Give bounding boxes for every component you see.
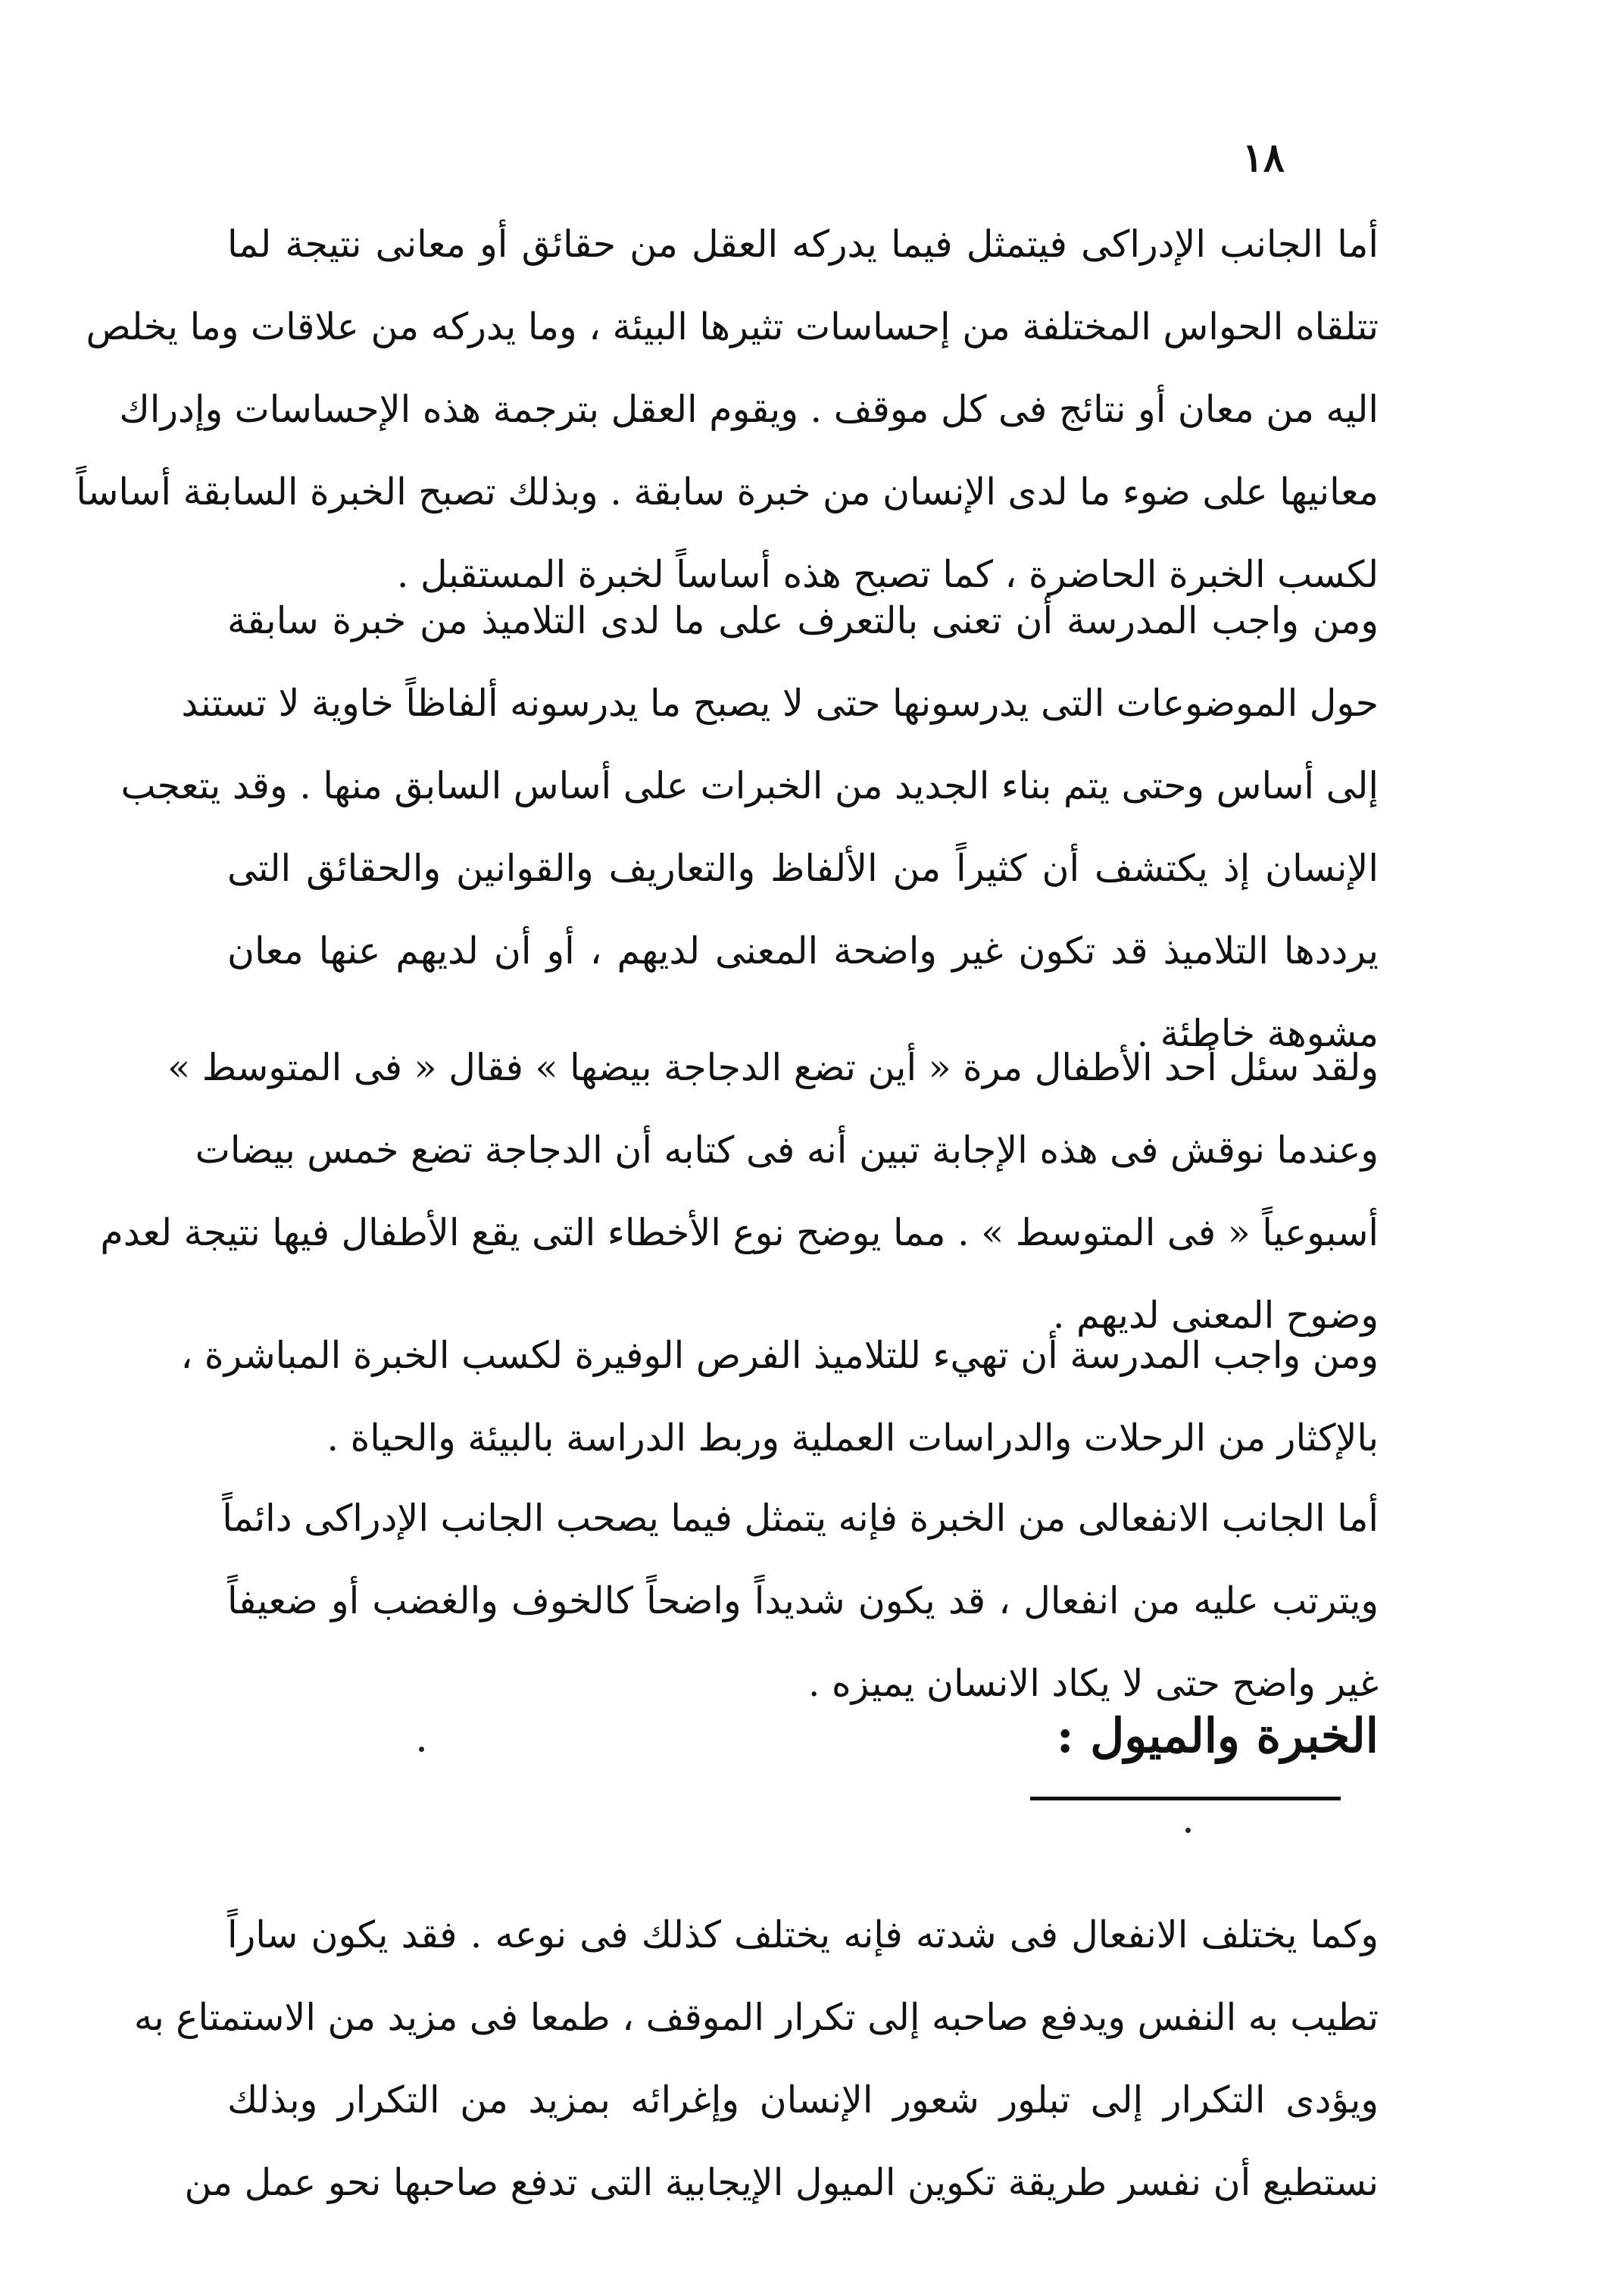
paragraph-line: وعندما نوقش فى هذه الإجابة تبين أنه فى كتابه أن الدجاجة تضع خمس بيضات	[195, 1129, 1379, 1172]
paragraph-line: ومن واجب المدرسة أن تعنى بالتعرف على ما لدى التلاميذ من خبرة سابقة	[227, 599, 1379, 642]
paragraph-line: وضوح المعنى لديهم .	[1052, 1294, 1379, 1337]
paragraph-3	[100, 1026, 1379, 1357]
paragraph-line: معانيها على ضوء ما لدى الإنسان من خبرة سابقة . وبذلك تصبح الخبرة السابقة أساساً	[76, 470, 1379, 514]
paragraph-line: نستطيع أن نفسر طريقة تكوين الميول الإيجابية التى تدفع صاحبها نحو عمل من	[184, 2161, 1379, 2204]
paragraph-line: بالإكثار من الرحلات والدراسات العملية وربط الدراسة بالبيئة والحياة .	[326, 1416, 1379, 1460]
paragraph-line: غير واضح حتى لا يكاد الانسان يميزه .	[807, 1662, 1379, 1705]
page-number: ١٨	[1242, 135, 1285, 181]
paragraph-line: ويترتب عليه من انفعال ، قد يكون شديداً واضحاً كالخوف والغضب أو ضعيفاً	[227, 1579, 1379, 1622]
paragraph-line: يرددها التلاميذ قد تكون غير واضحة المعنى لديهم ، أو أن لديهم عنها معان	[227, 929, 1379, 973]
paragraph-4	[180, 1314, 1379, 1479]
paragraph-line: ويؤدى التكرار إلى تبلور شعور الإنسان وإغرائه بمزيد من التكرار وبذلك	[227, 2078, 1379, 2122]
paragraph-line: ولقد سئل أحد الأطفال مرة « أين تضع الدجاجة بيضها » فقال « فى المتوسط »	[167, 1046, 1379, 1089]
paragraph-1	[76, 203, 1379, 616]
paragraph-line: تتلقاه الحواس المختلفة من إحساسات تثيرها البيئة ، وما يدركه من علاقات وما يخلص	[86, 305, 1379, 348]
paragraph-line: مشوهة خاطئة .	[1136, 1012, 1379, 1055]
heading-underline	[1030, 1797, 1341, 1800]
paragraph-line: تطيب به النفس ويدفع صاحبه إلى تكرار الموقف ، طمعا فى مزيد من الاستمتاع به	[133, 1996, 1379, 2039]
paragraph-line: حول الموضوعات التى يدرسونها حتى لا يصبح ما يدرسونه ألفاظاً خاوية لا تستند	[181, 682, 1379, 725]
paragraph-2	[120, 579, 1379, 1075]
paragraph-line: أما الجانب الإدراكى فيتمثل فيما يدركه العقل من حقائق أو معانى نتيجة لما	[227, 223, 1379, 266]
paragraph-line: أما الجانب الانفعالى من الخبرة فإنه يتمثل فيما يصحب الجانب الإدراكى دائماً	[222, 1497, 1379, 1540]
scan-speck	[1185, 1828, 1191, 1833]
paragraph-line: الإنسان إذ يكتشف أن كثيراً من الألفاظ والتعاريف والقوانين والحقائق التى	[227, 847, 1379, 890]
paragraph-line: أسبوعياً « فى المتوسط » . مما يوضح نوع الأخطاء التى يقع الأطفال فيها نتيجة لعدم	[100, 1211, 1379, 1254]
paragraph-line: لكسب الخبرة الحاضرة ، كما تصبح هذه أساساً لخبرة المستقبل .	[396, 553, 1379, 596]
section-heading: الخبرة والميول :	[1056, 1708, 1379, 1763]
paragraph-5	[222, 1477, 1379, 1725]
scan-speck	[419, 1747, 424, 1752]
paragraph-line: اليه من معان أو نتائج فى كل موقف . ويقوم العقل بترجمة هذه الإحساسات وإدراك	[119, 388, 1379, 431]
paragraph-line: وكما يختلف الانفعال فى شدته فإنه يختلف كذلك فى نوعه . فقد يكون ساراً	[227, 1913, 1379, 1956]
paragraph-line: إلى أساس وحتى يتم بناء الجديد من الخبرات على أساس السابق منها . وقد يتعجب	[120, 764, 1379, 807]
paragraph-6	[133, 1894, 1379, 2224]
paragraph-line: ومن واجب المدرسة أن تهيء للتلاميذ الفرص الوفيرة لكسب الخبرة المباشرة ،	[180, 1334, 1379, 1377]
